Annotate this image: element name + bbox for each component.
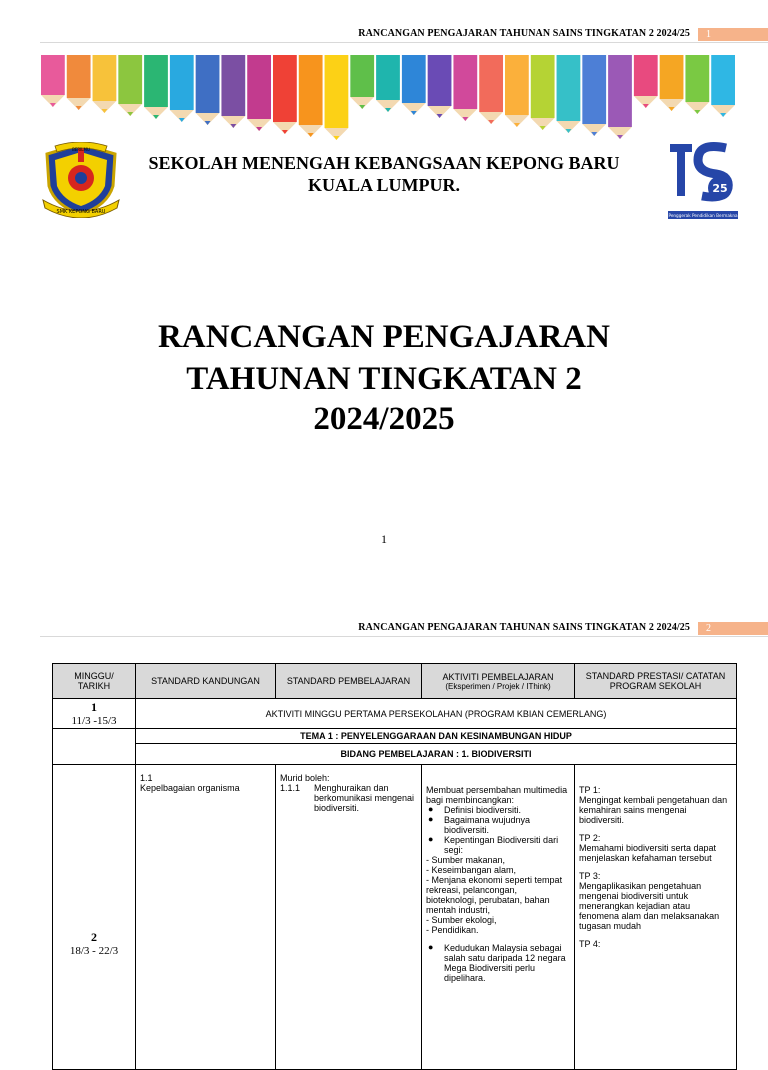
running-header: RANCANGAN PENGAJARAN TAHUNAN SAINS TINGKATAN 2 2024/25 (358, 28, 690, 39)
tp4-label: TP 4: (579, 939, 601, 949)
pencil-lead (359, 105, 365, 109)
pencil-body (685, 55, 709, 102)
pencil-body (428, 55, 452, 106)
pencil-body (325, 55, 349, 128)
pencil-lead (488, 120, 494, 124)
activity-intro: Membuat persembahan multimedia bagi membincangkan: (426, 785, 568, 805)
week-dates: 18/3 - 22/3 (69, 944, 119, 957)
pencil-body (196, 55, 220, 113)
col-activity-sub: (Eksperimen / Projek / IThink) (445, 681, 551, 691)
week-number: 2 (91, 929, 97, 944)
pencil-lead (101, 109, 107, 113)
crest-top-word: BERILMU (72, 147, 90, 152)
pencil-body (608, 55, 632, 127)
week-cell-1 (53, 699, 136, 729)
list-item: - Menjana ekonomi seperti tempat rekreasi, pelancongan, bioteknologi, perubatan, bahan mentah industri, (426, 875, 563, 915)
col-activity-label: AKTIVITI PEMBELAJARAN (442, 671, 554, 682)
pencil-lead (179, 118, 185, 122)
first-week-activity: AKTIVITI MINGGU PERTAMA PERSEKOLAHAN (PROGRAM KBIAN CEMERLANG) (136, 699, 737, 729)
school-name-line2: KUALA LUMPUR. (308, 175, 460, 195)
pencil-body (93, 55, 117, 101)
lesson-plan-table (52, 663, 737, 1070)
pencil-lead (437, 114, 443, 118)
pencil-body (221, 55, 245, 116)
col-performance: STANDARD PRESTASI/ CATATAN PROGRAM SEKOLAH (575, 664, 737, 699)
pencil-lead (127, 112, 133, 116)
page-number-tab-2: 2 (698, 622, 768, 635)
content-code: 1.1 (140, 773, 153, 783)
ts-logo-number: 25 (712, 182, 728, 195)
pencil-body (247, 55, 271, 119)
header-divider-2 (40, 636, 768, 637)
pencil-body (350, 55, 374, 97)
pencil-body (582, 55, 606, 124)
pencil-lead (282, 130, 288, 134)
week-dates: 11/3 -15/3 (71, 715, 117, 727)
tp3-text: Mengaplikasikan pengetahuan mengenai biodiversiti untuk menerangkan kejadian atau fenomena alam dan melaksanakan tugasan mudah (579, 881, 720, 931)
pencil-lead (230, 124, 236, 128)
school-name-line1: SEKOLAH MENENGAH KEBANGSAAN KEPONG BARU (148, 153, 620, 173)
table-row (53, 729, 737, 744)
pencil-lead (565, 129, 571, 133)
week-number: 1 (91, 700, 97, 714)
pencil-lead (540, 126, 546, 130)
pencil-lead (76, 106, 82, 110)
header-divider (40, 42, 768, 43)
pencil-lead (205, 121, 211, 125)
footer-page-number: 1 (381, 532, 387, 546)
list-item: - Keseimbangan alam, (426, 865, 517, 875)
col-content-standard: STANDARD KANDUNGAN (136, 664, 276, 699)
pencil-lead (591, 132, 597, 136)
learning-code: 1.1.1 (280, 783, 301, 793)
pencil-lead (720, 113, 726, 117)
learning-intro: Murid boleh: (280, 773, 330, 783)
page-number-tab: 1 (698, 28, 768, 41)
main-title-line1: RANCANGAN PENGAJARAN (158, 319, 610, 355)
ts-logo-caption: Penggerak Pendidikan Bermakna (668, 213, 738, 218)
pencil-lead (669, 107, 675, 111)
pencil-lead (462, 117, 468, 121)
pencil-lead (643, 104, 649, 108)
pencil-lead (411, 111, 417, 115)
tp2-label: TP 2: (579, 833, 601, 843)
pencil-body (531, 55, 555, 118)
pencil-body (273, 55, 297, 122)
pencil-lead (694, 110, 700, 114)
list-item: ● Kepentingan Biodiversiti dari segi: (444, 835, 570, 855)
activity-bullets-2 (426, 943, 570, 983)
learning-text: Menghuraikan dan berkomunikasi mengenai biodiversiti. (314, 783, 415, 813)
table-header-row (53, 664, 737, 699)
pencil-body (144, 55, 168, 107)
main-title-line2: TAHUNAN TINGKATAN 2 (186, 361, 582, 397)
list-item: - Sumber ekologi, (426, 915, 497, 925)
list-item: ● Bagaimana wujudnya biodiversiti. (444, 815, 570, 835)
ts25-logo-icon (668, 140, 738, 222)
field-row: BIDANG PEMBELAJARAN : 1. BIODIVERSITI (136, 744, 737, 765)
pencil-lead (617, 135, 623, 139)
pencil-body (479, 55, 503, 112)
pencil-body (376, 55, 400, 100)
pencil-body (505, 55, 529, 115)
table-row (53, 744, 737, 765)
pencil-lead (153, 115, 159, 119)
table-row (53, 699, 737, 729)
col-learning-standard: STANDARD PEMBELAJARAN (276, 664, 422, 699)
col-week: MINGGU/ TARIKH (53, 664, 136, 699)
pencils-banner (40, 55, 736, 140)
pencil-body (170, 55, 194, 110)
pencil-lead (50, 103, 56, 107)
pencil-body (660, 55, 684, 99)
pencil-lead (256, 127, 262, 131)
pencil-body (711, 55, 735, 105)
pencil-lead (308, 133, 314, 137)
running-header-2: RANCANGAN PENGAJARAN TAHUNAN SAINS TINGKATAN 2 2024/25 (358, 622, 690, 633)
pencil-body (402, 55, 426, 103)
tp3-label: TP 3: (579, 871, 601, 881)
pencil-body (634, 55, 658, 96)
col-activity (422, 664, 575, 699)
pencil-body (67, 55, 91, 98)
activity-bullets (426, 805, 570, 855)
list-item: ● Kedudukan Malaysia sebagai salah satu daripada 12 negara Mega Biodiversiti perlu dipelihara. (444, 943, 570, 983)
main-title-line3: 2024/2025 (313, 401, 455, 437)
list-item: ● Definisi biodiversiti. (444, 805, 570, 815)
pencil-body (453, 55, 477, 109)
pencil-body (299, 55, 323, 125)
pencil-lead (514, 123, 520, 127)
tp1-label: TP 1: (579, 785, 601, 795)
tp2-text: Memahami biodiversiti serta dapat menjelaskan kefahaman tersebut (579, 843, 717, 863)
pencil-body (118, 55, 142, 104)
content-title: Kepelbagaian organisma (140, 783, 240, 793)
tp1-text: Mengingat kembali pengetahuan dan kemahiran sains mengenai biodiversiti. (579, 795, 728, 825)
pencil-body (557, 55, 581, 121)
list-item: - Sumber makanan, (426, 855, 506, 865)
pencil-lead (333, 136, 339, 140)
blank-week-cell (53, 729, 136, 765)
theme-row: TEMA 1 : PENYELENGGARAAN DAN KESINAMBUNGAN HIDUP (136, 729, 737, 744)
pencil-lead (385, 108, 391, 112)
crest-motto: SMK KEPONG BARU (56, 209, 106, 215)
pencil-body (41, 55, 65, 95)
list-item: - Pendidikan. (426, 925, 479, 935)
